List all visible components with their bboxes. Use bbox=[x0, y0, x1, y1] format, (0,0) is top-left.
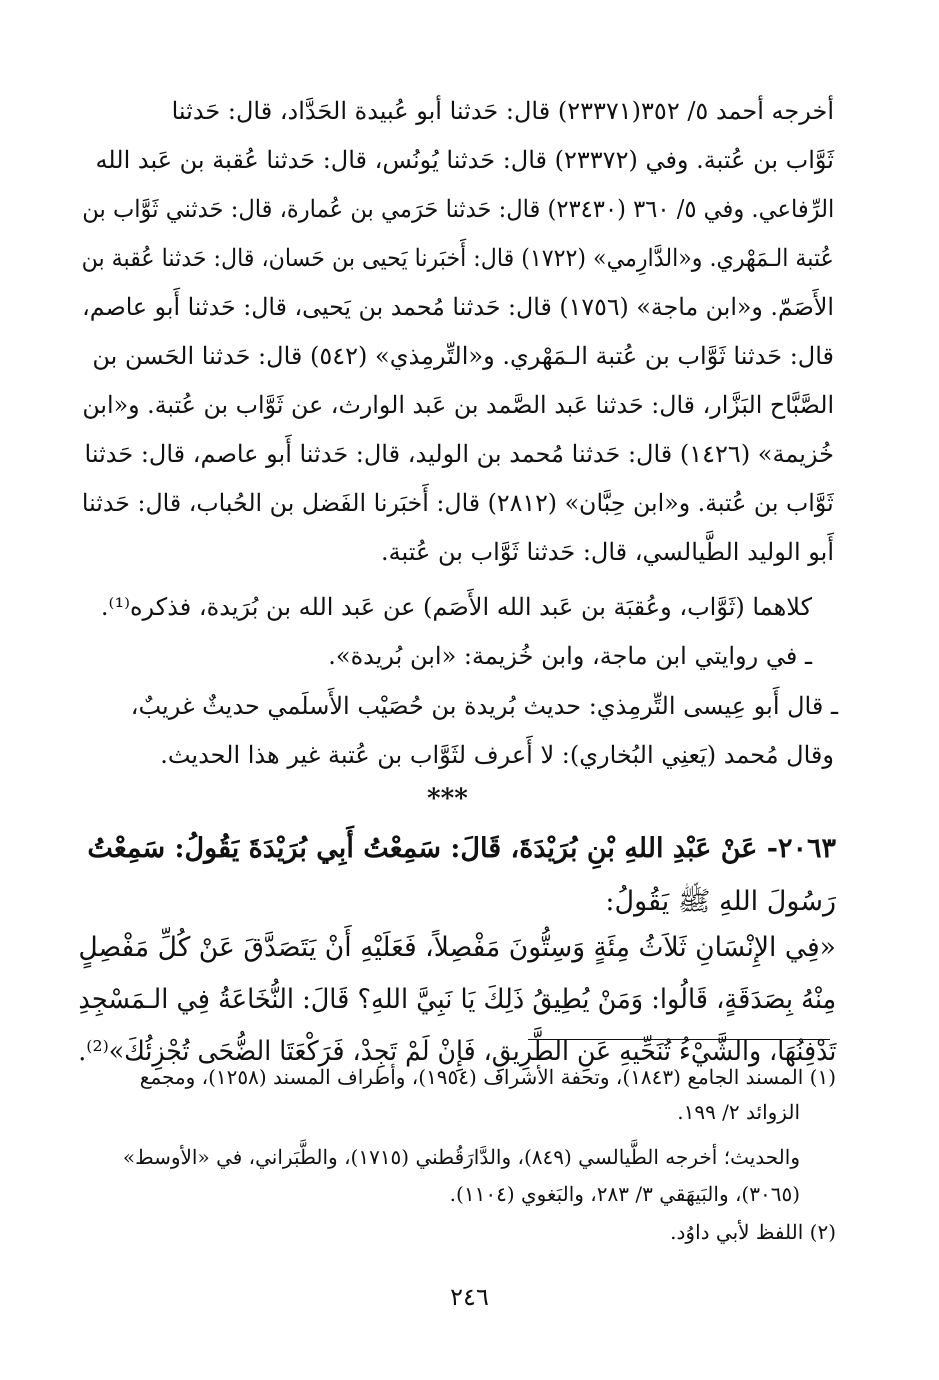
footnote-line: الزوائد ٢/ ١٩٩. bbox=[677, 1100, 800, 1124]
hadith-line: «فِي الإِنْسَانِ ثَلاَثُ مِئَةٍ وَسِتُّونَ مَفْصِلاً، فَعَلَيْهِ أَنْ يَتَصَدَّقَ عَنْ كُلِّ مَفْصِلٍ bbox=[78, 932, 836, 963]
text-line: الأَصَمّ. و«ابن ماجة» (١٧٥٦) قال: حَدثنا مُحمد بن يَحيى، قال: حَدثنا أَبو عاصم، bbox=[82, 293, 834, 321]
text-line: عُتبة الـمَهْري. و«الدَّارِمي» (١٧٢٢) قال: أَخبَرنا يَحيى بن حَسان، قال: حَدثنا عُقبة بن bbox=[81, 244, 834, 272]
text-line: الصَّبَّاح البَزَّار، قال: حَدثنا عَبد الصَّمد بن عَبد الوارث، عن ثَوَّاب بن عُتبة. و«ابن bbox=[82, 391, 834, 419]
section-separator: *** bbox=[427, 784, 468, 814]
hadith-line: مِنْهُ بِصَدَقَةٍ، قَالُوا: وَمَنْ يُطِيقُ ذَلِكَ يَا نَبِيَّ اللهِ؟ قَالَ: النُّخَاعَةُ فِي الـمَسْجِدِ bbox=[78, 984, 836, 1015]
text-line: ثَوَّاب بن عُتبة. وفي (٢٣٣٧٢) قال: حَدثنا يُونُس، قال: حَدثنا عُقبة بن عَبد الله bbox=[95, 146, 834, 174]
hadith-line: رَسُولَ اللهِ ﷺ يَقُولُ: bbox=[605, 886, 836, 917]
hadith-line: تَدْفِنُهَا، والشَّيْءُ تُنَحِّيهِ عَنِ الطَّرِيقِ، فَإِنْ لَمْ تَجِدْ، فَرَكْعَتَا الضُّحَى تُجْزِئُكَ»⁽²⁾. bbox=[77, 1036, 836, 1067]
hadith-line: ٢٠٦٣- عَنْ عَبْدِ اللهِ بْنِ بُرَيْدَةَ، قَالَ: سَمِعْتُ أَبِي بُرَيْدَةَ يَقُولُ: سَمِعْتُ bbox=[87, 833, 836, 864]
text-line: أَبو الوليد الطَّيالسي، قال: حَدثنا ثَوَّاب بن عُتبة. bbox=[381, 538, 834, 566]
footnote-line: (٣٠٦٥)، والبَيهَقي ٣/ ٢٨٣، والبَغوي (١١٠٤). bbox=[449, 1182, 800, 1206]
page-number: ٢٤٦ bbox=[450, 1283, 489, 1311]
footnote-line: والحديث؛ أخرجه الطَّيالسي (٨٤٩)، والدَّارَقُطني (١٧١٥)، والطَّبَراني، في «الأوسط» bbox=[122, 1145, 800, 1169]
text-line: قال: حَدثنا ثَوَّاب بن عُتبة الـمَهْري. و«التِّرمِذي» (٥٤٢) قال: حَدثنا الحَسن بن bbox=[92, 342, 834, 370]
footnote-divider bbox=[528, 1039, 830, 1040]
text-line: الرِّفاعي. وفي ٥/ ٣٦٠ (٢٣٤٣٠) قال: حَدثنا حَرَمي بن عُمارة، قال: حَدثني ثَوَّاب بن bbox=[82, 195, 834, 223]
footnote-line: (١) المسند الجامع (١٨٤٣)، وتحفة الأشراف (١٩٥٤)، وأطراف المسند (١٢٥٨)، ومجمع bbox=[139, 1065, 836, 1089]
text-line: وقال مُحمد (يَعنِي البُخاري): لا أَعرف لثَوَّاب بن عُتبة غير هذا الحديث. bbox=[160, 741, 834, 769]
text-line: ثَوَّاب بن عُتبة. و«ابن حِبَّان» (٢٨١٢) قال: أَخبَرنا الفَضل بن الحُباب، قال: حَدثنا bbox=[82, 489, 834, 517]
text-line: خُزيمة» (١٤٢٦) قال: حَدثنا مُحمد بن الوليد، قال: حَدثنا أَبو عاصم، قال: حَدثنا bbox=[84, 440, 834, 468]
text-line: ـ في روايتي ابن ماجة، وابن خُزيمة: «ابن بُريدة». bbox=[328, 642, 812, 670]
text-line: أخرجه أحمد ٥/ ٣٥٢(٢٣٣٧١) قال: حَدثنا أبو عُبيدة الحَدَّاد، قال: حَدثنا bbox=[171, 97, 834, 125]
footnote-line: (٢) اللفظ لأبي داوُد. bbox=[670, 1220, 836, 1244]
text-line: ـ قال أَبو عِيسى التِّرمِذي: حديث بُريدة بن حُصَيْب الأَسلَمي حديثٌ غريبٌ، bbox=[130, 692, 838, 720]
text-line: كلاهما (ثَوَّاب، وعُقبَة بن عَبد الله الأَصَم) عن عَبد الله بن بُرَيدة، فذكره⁽¹⁾. bbox=[100, 593, 812, 621]
